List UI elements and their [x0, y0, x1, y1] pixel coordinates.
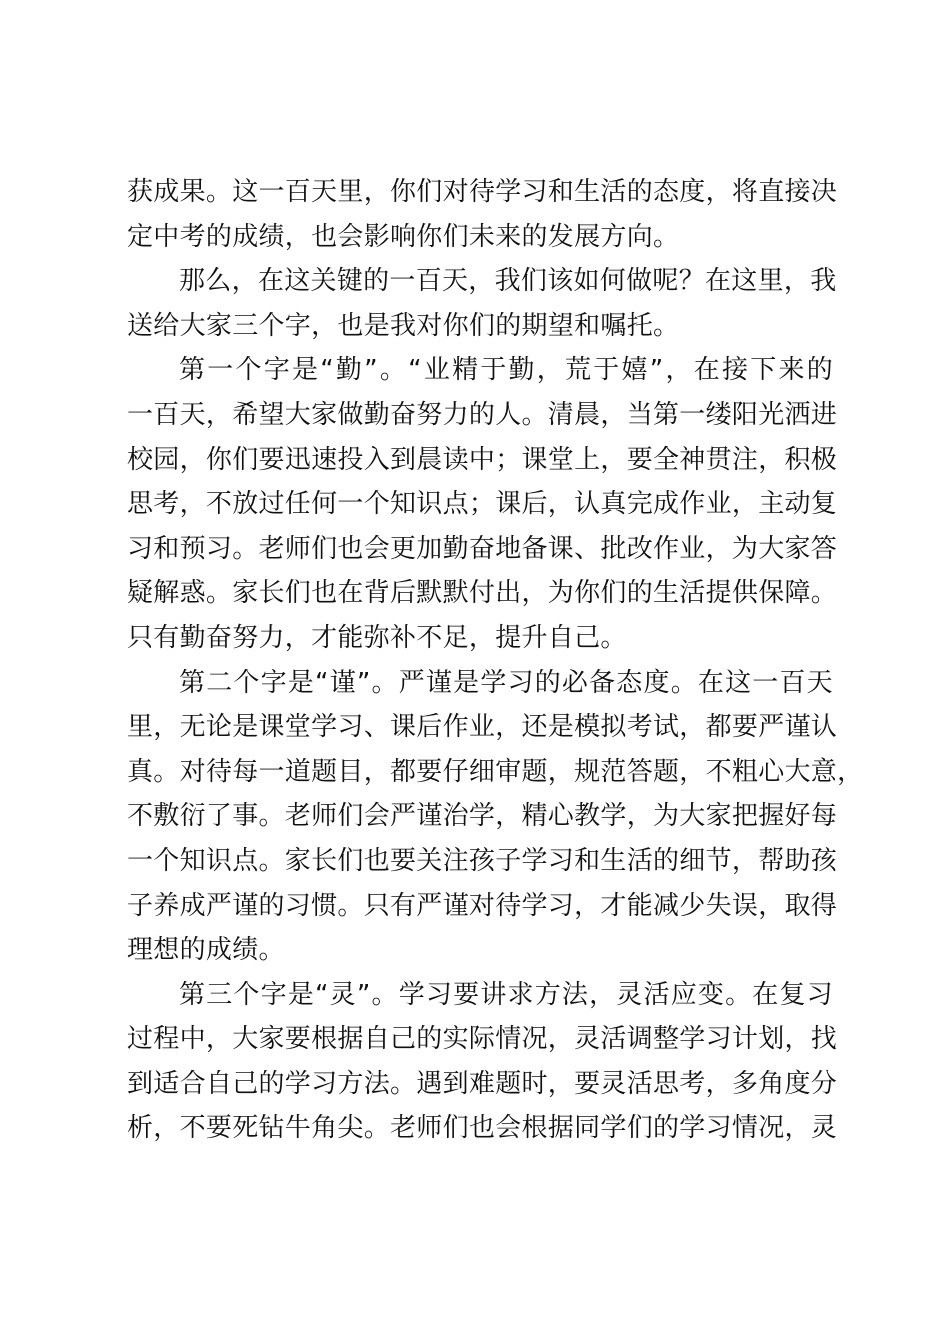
text-line: 定中考的成绩，也会影响你们未来的发展方向。: [127, 221, 680, 252]
text-line: 疑解惑。家长们也在背后默默付出，为你们的生活提供保障。: [127, 578, 838, 609]
text-line: 校园，你们要迅速投入到晨读中；课堂上，要全神贯注，积极: [127, 444, 838, 475]
text-line: 理想的成绩。: [127, 935, 285, 966]
text-line: 只有勤奋努力，才能弥补不足，提升自己。: [127, 622, 627, 653]
text-line: 一百天，希望大家做勤奋努力的人。清晨，当第一缕阳光洒进: [127, 399, 838, 430]
text-line: 真。对待每一道题目，都要仔细审题，规范答题，不粗心大意，: [127, 756, 864, 787]
text-line: 子养成严谨的习惯。只有严谨对待学习，才能减少失误，取得: [127, 890, 838, 921]
paragraph-start-line: 第二个字是“谨”。严谨是学习的必备态度。在这一百天: [179, 667, 833, 698]
text-line: 获成果。这一百天里，你们对待学习和生活的态度，将直接决: [127, 177, 838, 207]
text-line: 里，无论是课堂学习、课后作业，还是模拟考试，都要严谨认: [127, 712, 838, 743]
paragraph-start-line: 那么，在这关键的一百天，我们该如何做呢？在这里，我: [179, 266, 837, 297]
text-line: 不敷衍了事。老师们会严谨治学，精心教学，为大家把握好每: [127, 801, 838, 832]
text-line: 到适合自己的学习方法。遇到难题时，要灵活思考，多角度分: [127, 1068, 838, 1099]
paragraph-start-line: 第三个字是“灵”。学习要讲求方法，灵活应变。在复习: [179, 979, 833, 1010]
text-line: 送给大家三个字，也是我对你们的期望和嘱托。: [127, 310, 680, 341]
text-line: 过程中，大家要根据自己的实际情况，灵活调整学习计划，找: [127, 1024, 838, 1055]
document-body: [127, 170, 864, 1151]
text-line: 习和预习。老师们也会更加勤奋地备课、批改作业，为大家答: [127, 533, 838, 564]
text-line: 一个知识点。家长们也要关注孩子学习和生活的细节，帮助孩: [127, 845, 838, 876]
text-line: 思考，不放过任何一个知识点；课后，认真完成作业，主动复: [127, 489, 838, 520]
paragraph-start-line: 第一个字是“勤”。“业精于勤，荒于嬉”，在接下来的: [179, 355, 833, 386]
text-line: 析，不要死钻牛角尖。老师们也会根据同学们的学习情况，灵: [127, 1113, 838, 1144]
